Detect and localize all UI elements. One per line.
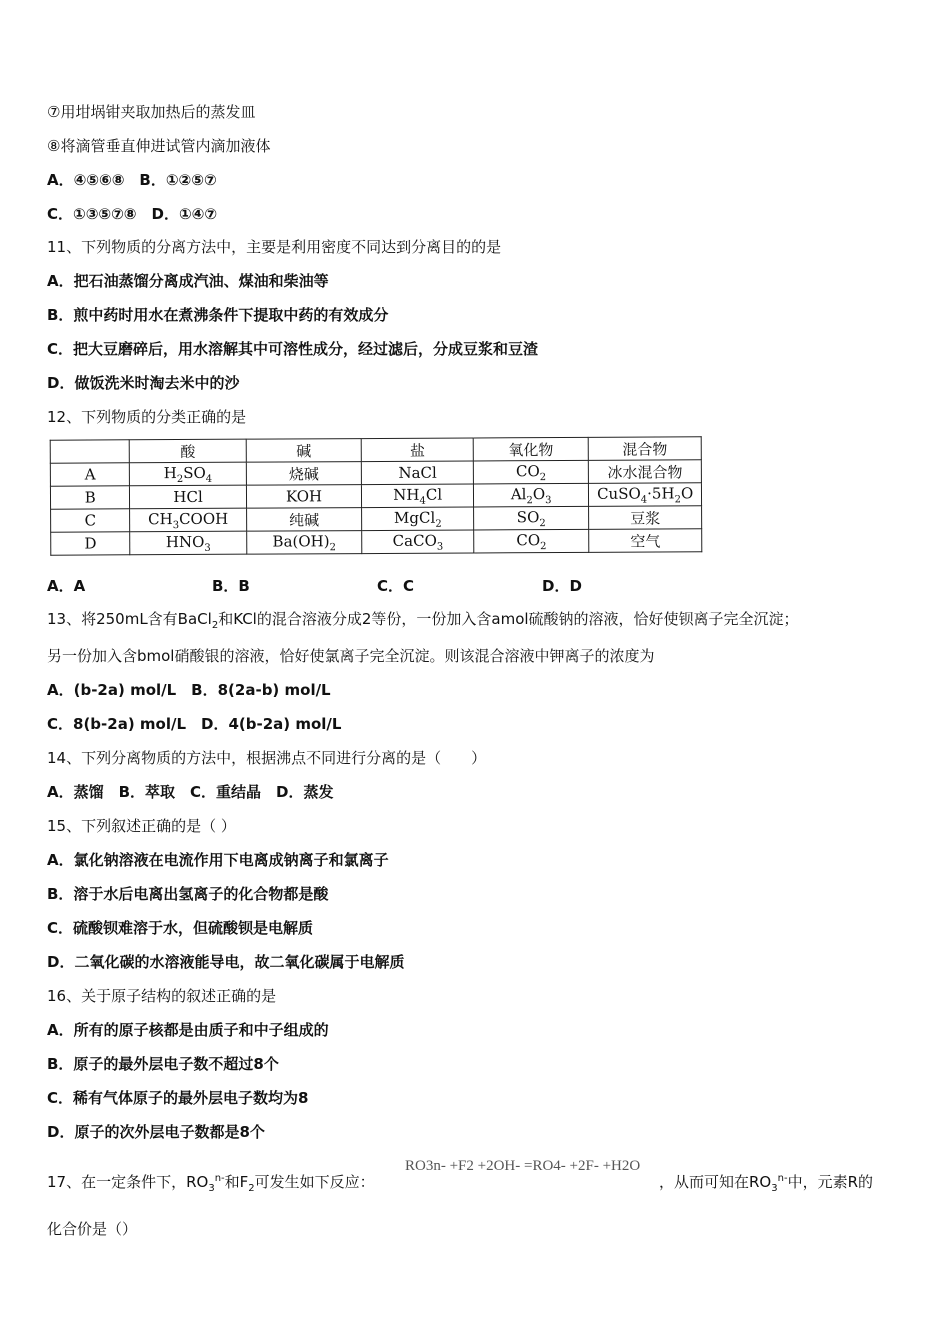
table-cell: CaCO$_3$: [362, 530, 474, 554]
q17-stem-line2: 化合价是（）: [47, 1220, 138, 1238]
q16-option-b: B．原子的最外层电子数不超过8个: [47, 1055, 279, 1073]
q12-option-d: D．D: [542, 577, 582, 595]
table-cell: B: [50, 486, 130, 509]
q10-options-cd: C．①③⑤⑦⑧ D．①④⑦: [47, 205, 218, 223]
table-cell: KOH: [246, 485, 362, 509]
table-cell: 碱: [246, 439, 362, 463]
q11-option-b: B．煎中药时用水在煮沸条件下提取中药的有效成分: [47, 306, 389, 324]
q15-option-d: D．二氧化碳的水溶液能导电，故二氧化碳属于电解质: [47, 953, 405, 971]
line-7: ⑦用坩埚钳夹取加热后的蒸发皿: [47, 103, 256, 121]
table-cell: NaCl: [362, 461, 474, 485]
table-cell: $H_2SO_4$: [130, 462, 246, 486]
q12-option-a: A．A: [47, 577, 86, 595]
table-cell: 盐: [362, 438, 474, 462]
q10-options-ab: A．④⑤⑥⑧ B．①②⑤⑦: [47, 171, 217, 189]
table-row: [50, 460, 701, 486]
table-cell: $CO_2$: [473, 460, 588, 484]
q15-option-c: C．硫酸钡难溶于水，但硫酸钡是电解质: [47, 919, 314, 937]
q12-stem: 12、下列物质的分类正确的是: [47, 408, 247, 426]
table-cell: $SO_2$: [474, 506, 589, 530]
q16-option-a: A．所有的原子核都是由质子和中子组成的: [47, 1021, 329, 1039]
q16-option-d: D．原子的次外层电子数都是8个: [47, 1123, 265, 1141]
table-cell: 空气: [589, 529, 702, 553]
q15-stem: 15、下列叙述正确的是（ ）: [47, 817, 236, 835]
line-8: ⑧将滴管垂直伸进试管内滴加液体: [47, 137, 271, 155]
q15-option-b: B．溶于水后电离出氢离子的化合物都是酸: [47, 885, 329, 903]
table-cell: $CO_2$: [474, 529, 589, 553]
q13-stem: 13、将250mL含有BaCl$_2$和KCl的混合溶液分成2等份，一份加入含amol硫酸钠的溶液，恰好使钡离子完全沉淀；: [47, 610, 799, 631]
table-row: [51, 506, 702, 532]
table-cell: 纯碱: [246, 508, 362, 532]
q16-stem: 16、关于原子结构的叙述正确的是: [47, 987, 277, 1005]
table-cell: $Ba(OH)_2$: [246, 531, 362, 555]
q15-option-a: A．氯化钠溶液在电流作用下电离成钠离子和氯离子: [47, 851, 389, 869]
q17-stem-end: ，从而可知在$RO_3^{n-}$中，元素R的: [659, 1173, 873, 1194]
table-cell: 氧化物: [473, 437, 588, 461]
q13-options-cd: C．8(b-2a) mol/L D．4(b-2a) mol/L: [47, 715, 342, 733]
table-cell: HCl: [130, 485, 246, 509]
table-cell: 豆浆: [589, 506, 702, 530]
q11-option-a: A．把石油蒸馏分离成汽油、煤油和柴油等: [47, 272, 329, 290]
q17-stem-start: 17、在一定条件下，$RO_3^{n-}$和$F_2$可发生如下反应：: [47, 1173, 375, 1194]
table-cell: 混合物: [588, 437, 701, 461]
q14-options: A．蒸馏 B．萃取 C．重结晶 D．蒸发: [47, 783, 334, 801]
q11-stem: 11、下列物质的分离方法中，主要是利用密度不同达到分离目的的是: [47, 238, 502, 256]
table-cell: 冰水混合物: [589, 460, 702, 484]
q11-option-c: C．把大豆磨碎后，用水溶解其中可溶性成分，经过滤后，分成豆浆和豆渣: [47, 340, 539, 358]
classification-table: [50, 436, 703, 555]
table-cell: $CuSO_4\cdot 5H_2O$: [589, 483, 702, 507]
table-cell: C: [51, 509, 131, 532]
table-cell: 烧碱: [246, 462, 362, 486]
reaction-equation: RO3n- +F2 +2OH- =RO4- +2F- +H2O: [405, 1158, 641, 1174]
table-header-row: [50, 437, 701, 463]
q12-option-b: B．B: [212, 577, 250, 595]
q13-options-ab: A．(b-2a) mol/L B．8(2a-b) mol/L: [47, 681, 331, 699]
table-cell: [50, 440, 130, 463]
table-cell: $HNO_3$: [130, 531, 246, 555]
q12-option-c: C．C: [377, 577, 415, 595]
table-cell: $Al_2O_3$: [473, 483, 588, 507]
table-row: [50, 483, 701, 509]
q11-option-d: D．做饭洗米时淘去米中的沙: [47, 374, 240, 392]
table-cell: $NH_4Cl$: [362, 484, 474, 508]
q14-stem: 14、下列分离物质的方法中，根据沸点不同进行分离的是（ ）: [47, 749, 487, 767]
table-cell: D: [51, 532, 131, 555]
table-cell: $CH_3COOH$: [130, 508, 246, 532]
table-row: [51, 529, 702, 555]
q13-stem-line2: 另一份加入含bmol硝酸银的溶液，恰好使氯离子完全沉淀。则该混合溶液中钾离子的浓度为: [47, 647, 655, 665]
q16-option-c: C．稀有气体原子的最外层电子数均为8: [47, 1089, 309, 1107]
table-cell: MgCl$_2$: [362, 507, 474, 531]
table-cell: A: [50, 463, 130, 486]
table-cell: 酸: [130, 439, 246, 463]
